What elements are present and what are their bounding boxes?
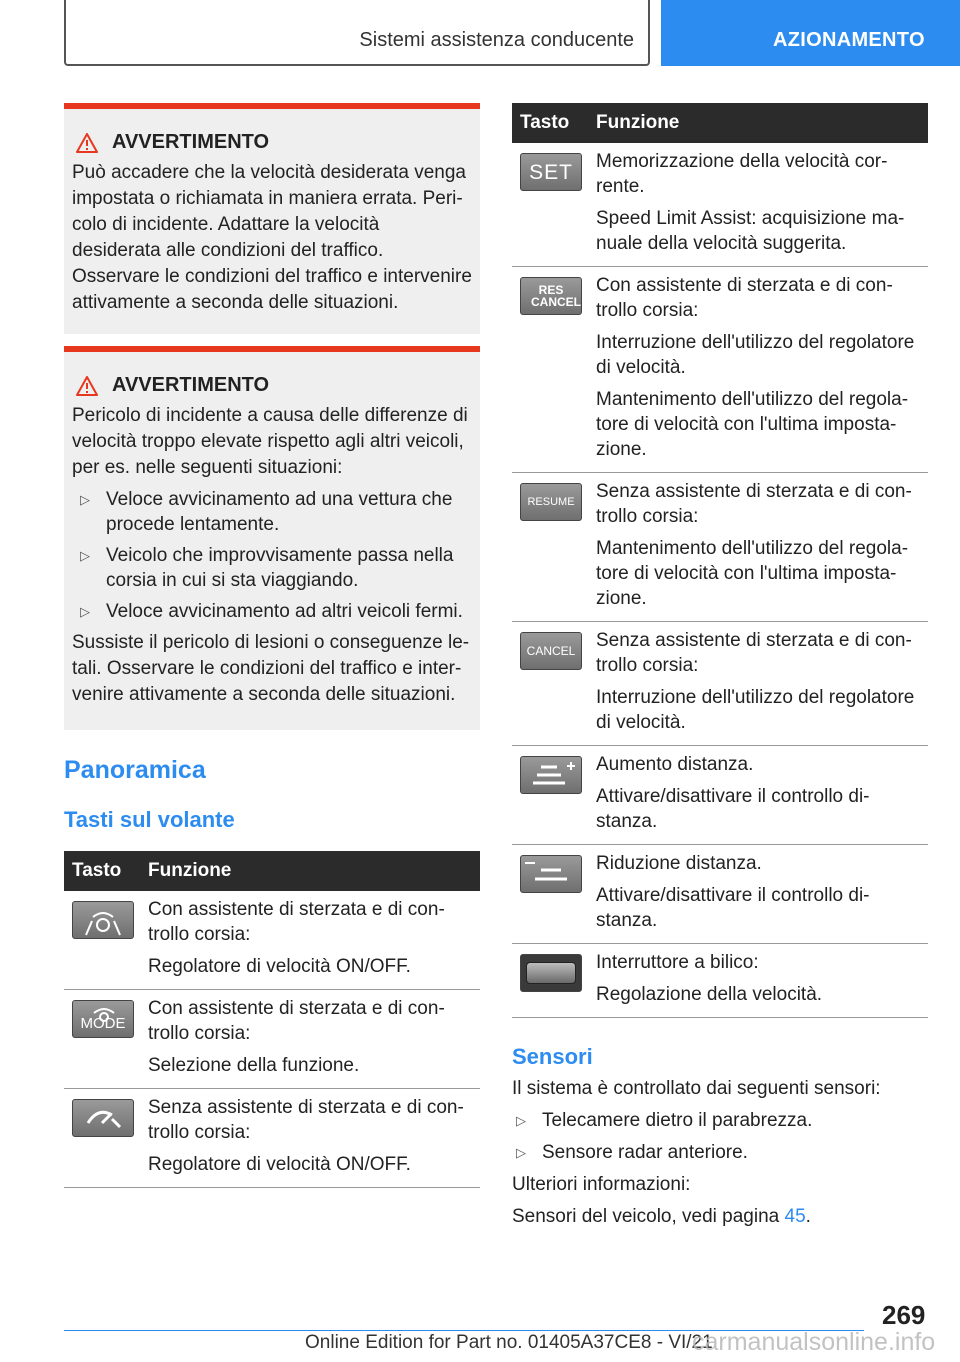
subsection-title: Tasti sul volante	[64, 807, 235, 832]
resume-icon: RESUME	[520, 483, 582, 521]
header-chapter-tab	[661, 0, 960, 66]
table-row: MODE Con assistente di sterzata e di controllo corsia: Selezione della funzione.	[64, 990, 480, 1089]
steering-assist-icon	[72, 901, 134, 939]
list-item: ▷ Veloce avvicinamento ad una vettura che procede lentamente.	[80, 489, 453, 535]
bullet-triangle-icon: ▷	[516, 1113, 526, 1128]
bullet-triangle-icon: ▷	[80, 492, 90, 507]
bullet-triangle-icon: ▷	[80, 548, 90, 563]
table-row: Interruttore a bilico: Regolazione della velocità.	[512, 944, 928, 1018]
warning-text: Può accadere che la velocità desiderata venga impostata o richiamata in maniera errata. Pericolo di incidente. Adattare la velocità desiderata alle condizioni del traffico. Osservare le condizioni del traffico e intervenire attivamente a seconda delle situazioni.	[72, 162, 472, 313]
watermark: carmanualsonline.info	[692, 1328, 936, 1356]
column-header-key: Tasto	[520, 112, 570, 133]
column-header-key: Tasto	[72, 860, 122, 881]
warning-list	[72, 487, 472, 624]
list-item: ▷ Veicolo che improvvisamente passa nella corsia in cui si sta viaggiando.	[80, 545, 454, 591]
list-item: ▷ Telecamere dietro il parabrezza.	[512, 1108, 928, 1134]
sensors-reference: Sensori del veicolo, vedi pagina 45.	[512, 1206, 811, 1227]
header-chapter-title: AZIONAMENTO	[773, 29, 925, 51]
set-icon: SET	[520, 153, 582, 191]
warning-title-text: AVVERTIMENTO	[112, 131, 270, 153]
section-title: Panoramica	[64, 756, 206, 784]
warning-intro: Pericolo di incidente a causa delle differenze di velocità troppo elevate rispetto agli altri veicoli, per es. nelle seguenti situazioni:	[72, 405, 468, 478]
table-row: Aumento distanza. Attivare/disattivare il controllo distanza.	[512, 746, 928, 845]
table-header-row	[512, 103, 928, 143]
res-cancel-icon: RES CANCEL	[520, 277, 582, 315]
table-row: Riduzione distanza. Attivare/disattivare il controllo distanza.	[512, 845, 928, 944]
warning-triangle-icon	[76, 133, 98, 153]
warning-title-text: AVVERTIMENTO	[112, 374, 270, 396]
warning-box-2	[64, 346, 480, 730]
sensors-more: Ulteriori informazioni:	[512, 1174, 691, 1195]
warning-title	[76, 374, 472, 397]
cancel-icon: CANCEL	[520, 632, 582, 670]
rocker-switch-icon	[520, 954, 582, 992]
sensors-list	[512, 1108, 928, 1166]
footer-edition: Online Edition for Part no. 01405A37CE8 - VI/21	[305, 1332, 713, 1353]
page-number: 269	[882, 1300, 926, 1330]
list-item: ▷ Veloce avvicinamento ad altri veicoli fermi.	[80, 601, 463, 622]
sensors-section	[512, 1044, 928, 1230]
table-header-row	[64, 851, 480, 891]
table-row: Con assistente di sterzata e di controllo corsia: Regolatore di velocità ON/OFF.	[64, 891, 480, 990]
table-row: Senza assistente di sterzata e di controllo corsia: Regolatore di velocità ON/OFF.	[64, 1089, 480, 1188]
warning-triangle-icon	[76, 376, 98, 396]
warning-title	[76, 131, 472, 154]
sensors-title: Sensori	[512, 1044, 593, 1069]
warning-outro: Sussiste il pericolo di lesioni o conseguenze letali. Osservare le condizioni del traffico e intervenire attivamente a seconda delle situazioni.	[72, 632, 470, 705]
warning-box-1	[64, 103, 480, 334]
sensors-intro: Il sistema è controllato dai seguenti sensori:	[512, 1078, 881, 1099]
header-section-title: Sistemi assistenza conducente	[359, 29, 634, 51]
table-row: RES CANCEL Con assistente di sterzata e di controllo corsia: Interruzione dell'utilizzo del regolatore di velocità. Mantenimento dell'utilizzo del regolatore di velocità con l'ultima impostazione.	[512, 267, 928, 473]
page-link[interactable]: 45	[784, 1206, 806, 1227]
list-item: ▷ Sensore radar anteriore.	[512, 1140, 928, 1166]
buttons-table-right	[512, 103, 928, 1018]
bullet-triangle-icon: ▷	[516, 1145, 526, 1160]
column-header-function: Funzione	[148, 860, 232, 881]
bullet-triangle-icon: ▷	[80, 604, 90, 619]
table-row: RESUME Senza assistente di sterzata e di controllo corsia: Mantenimento dell'utilizzo del regolatore di velocità con l'ultima impostazione.	[512, 473, 928, 622]
cruise-speedometer-icon	[72, 1099, 134, 1137]
distance-increase-icon	[520, 756, 582, 794]
mode-icon: MODE	[72, 1000, 134, 1038]
left-column	[64, 103, 480, 1188]
column-header-function: Funzione	[596, 112, 680, 133]
header-section-tab	[64, 0, 650, 66]
table-row: CANCEL Senza assistente di sterzata e di controllo corsia: Interruzione dell'utilizzo del regolatore di velocità.	[512, 622, 928, 746]
distance-decrease-icon	[520, 855, 582, 893]
buttons-table-left	[64, 851, 480, 1188]
right-column	[512, 103, 928, 1236]
table-row: SET Memorizzazione della velocità corrente. Speed Limit Assist: acquisizione manuale della velocità suggerita.	[512, 143, 928, 267]
